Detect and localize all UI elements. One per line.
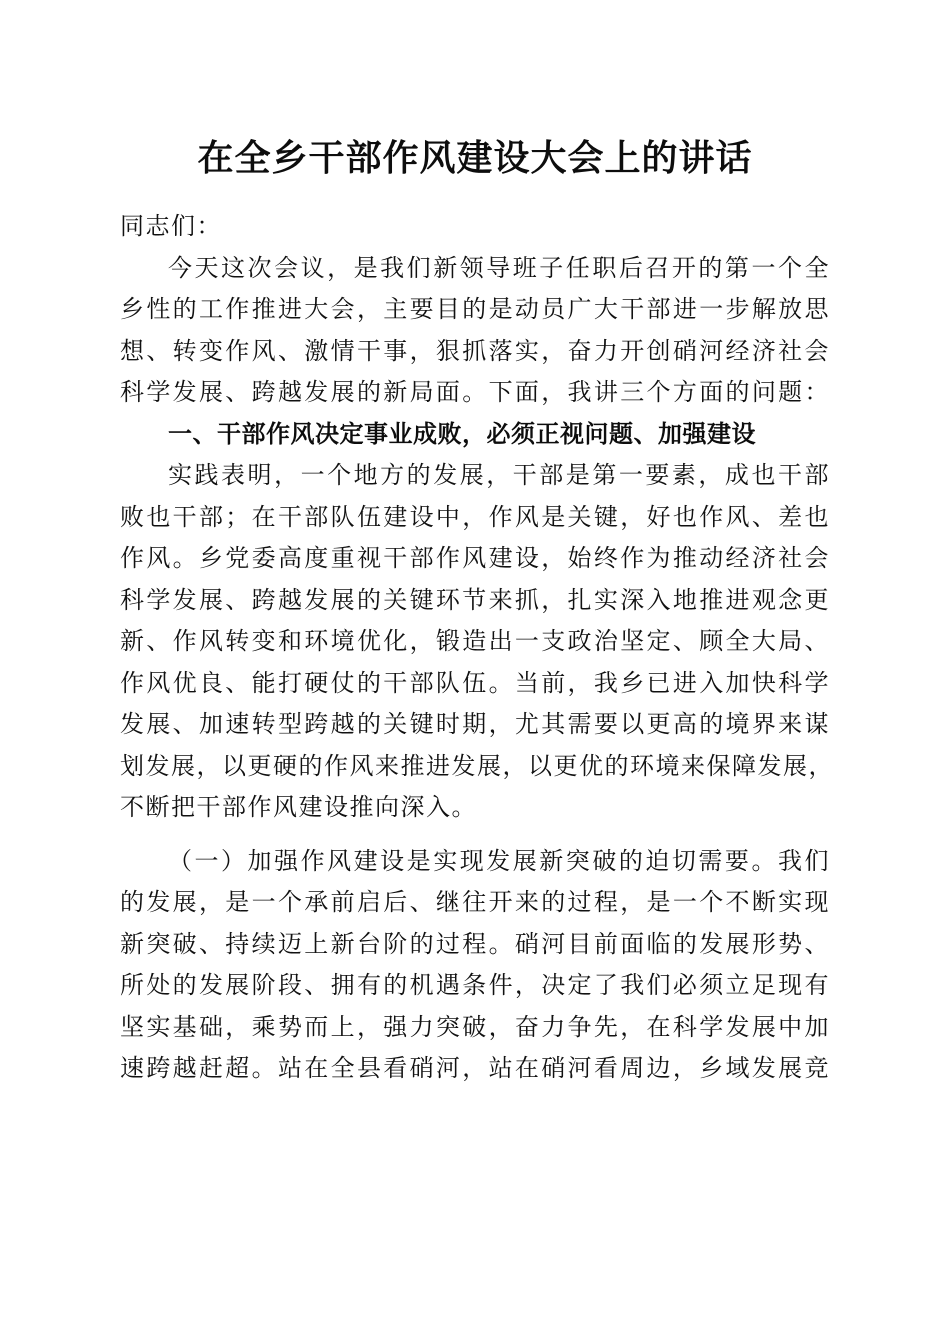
- section-line: 败也干部；在干部队伍建设中，作风是关键，好也作风、差也: [120, 502, 830, 531]
- subsection-line: 新突破、持续迈上新台阶的过程。硝河目前面临的发展形势、: [120, 929, 830, 958]
- subsection-line: （一）加强作风建设是实现发展新突破的迫切需要。我们: [168, 846, 830, 875]
- section-line: 作风优良、能打硬仗的干部队伍。当前，我乡已进入加快科学: [120, 668, 830, 697]
- subsection-line: 速跨越赶超。站在全县看硝河，站在硝河看周边，乡域发展竞: [120, 1054, 830, 1082]
- subsection-line: 所处的发展阶段、拥有的机遇条件，决定了我们必须立足现有: [120, 971, 830, 999]
- section-line: 发展、加速转型跨越的关键时期，尤其需要以更高的境界来谋: [120, 710, 830, 738]
- intro-line: 科学发展、跨越发展的新局面。下面，我讲三个方面的问题：: [120, 378, 830, 406]
- intro-line: 想、转变作风、激情干事，狠抓落实，奋力开创硝河经济社会: [120, 336, 830, 365]
- section-line: 划发展，以更硬的作风来推进发展，以更优的环境来保障发展，: [120, 751, 834, 780]
- section-line: 实践表明，一个地方的发展，干部是第一要素，成也干部: [168, 461, 830, 489]
- subsection-line: 坚实基础，乘势而上，强力突破，奋力争先，在科学发展中加: [120, 1012, 830, 1041]
- paragraph-gap: [120, 829, 830, 841]
- document-body: [120, 206, 834, 1090]
- section-line: 新、作风转变和环境优化，锻造出一支政治坚定、顾全大局、: [120, 627, 830, 655]
- salutation: 同志们：: [120, 212, 222, 240]
- intro-line: 今天这次会议，是我们新领导班子任职后召开的第一个全: [168, 253, 830, 282]
- document-title: 在全乡干部作风建设大会上的讲话: [197, 137, 753, 179]
- section-line: 科学发展、跨越发展的关键环节来抓，扎实深入地推进观念更: [120, 585, 830, 614]
- intro-line: 乡性的工作推进大会，主要目的是动员广大干部进一步解放思: [120, 295, 830, 323]
- subsection-line: 的发展，是一个承前启后、继往开来的过程，是一个不断实现: [120, 888, 830, 916]
- section-line: 不断把干部作风建设推向深入。: [120, 793, 477, 821]
- section-heading: 一、干部作风决定事业成败，必须正视问题、加强建设: [168, 419, 756, 448]
- section-line: 作风。乡党委高度重视干部作风建设，始终作为推动经济社会: [120, 544, 830, 572]
